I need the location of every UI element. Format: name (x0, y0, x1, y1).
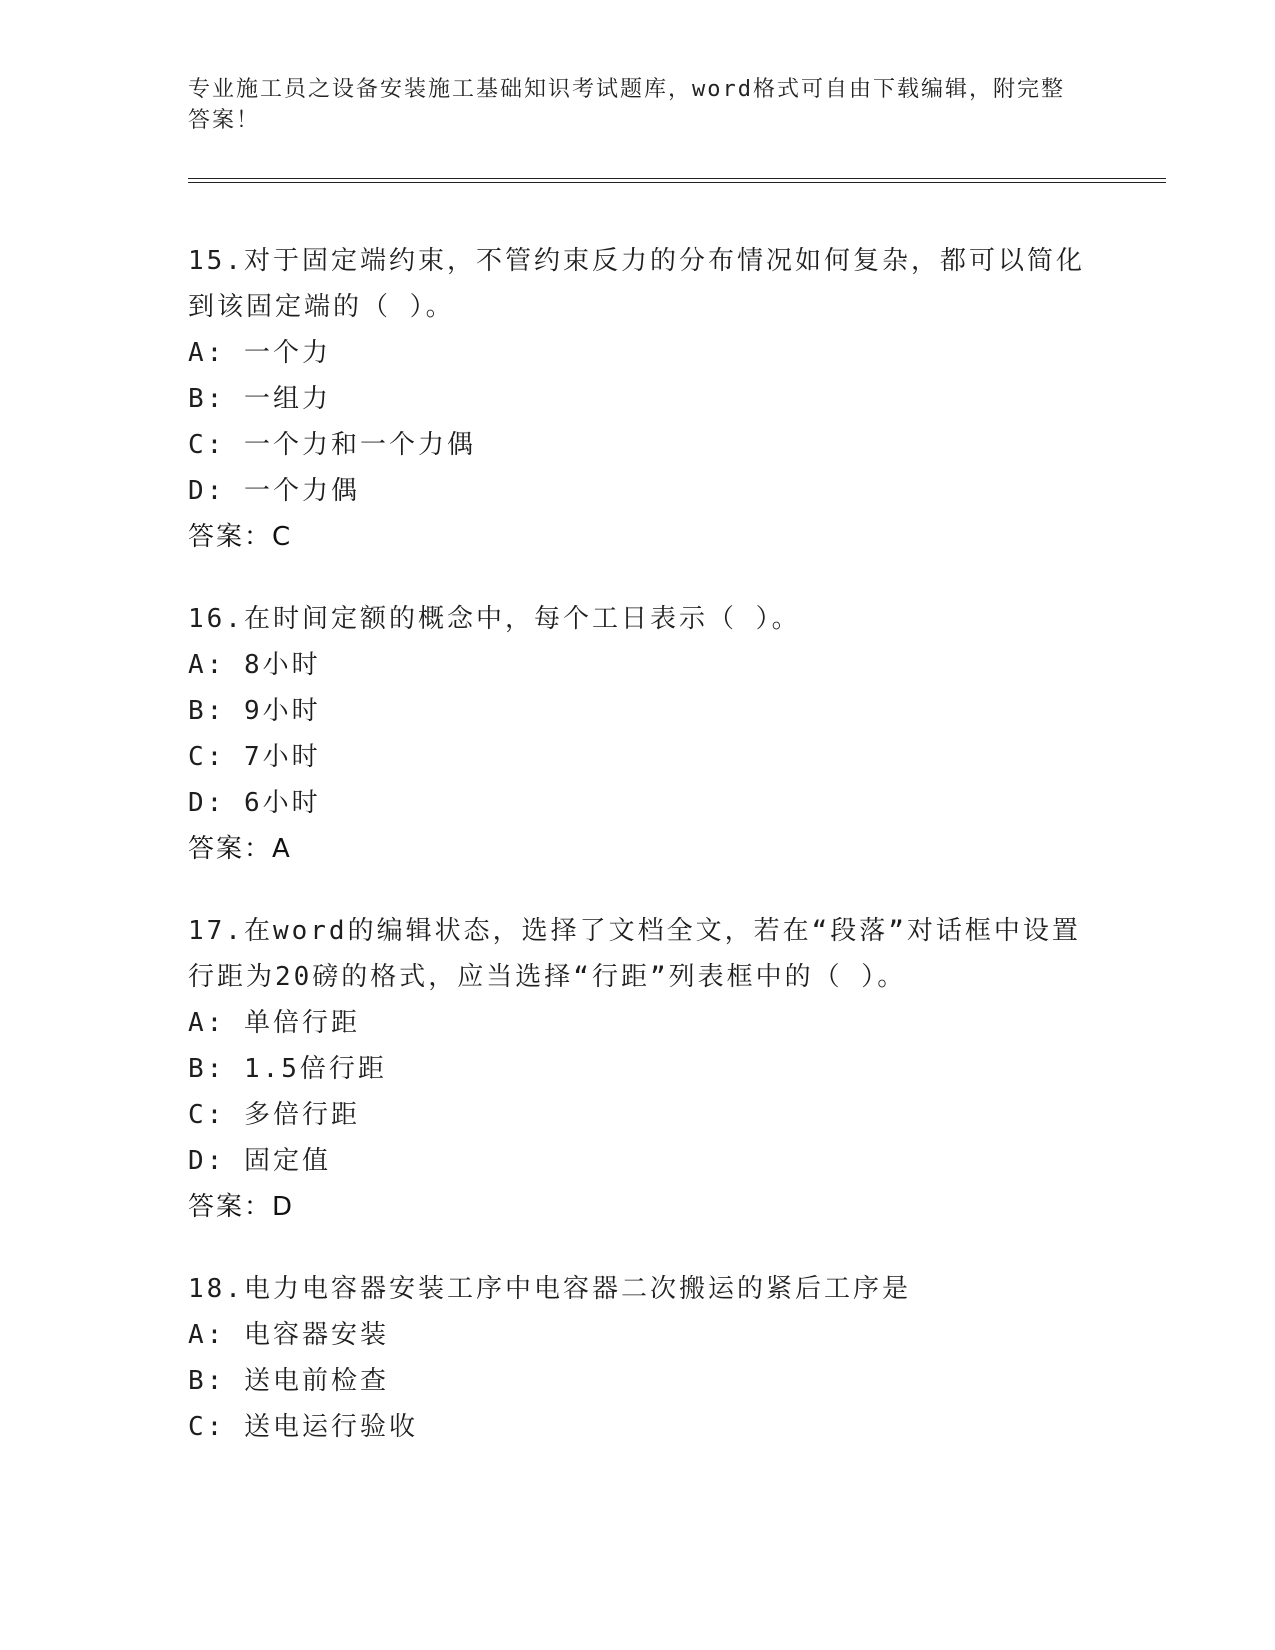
option-a: A: 单倍行距 (188, 1008, 360, 1038)
document-header-title: 专业施工员之设备安装施工基础知识考试题库，word格式可自由下载编辑，附完整答案！ (188, 77, 1065, 133)
option-a: A: 8小时 (188, 650, 321, 680)
option-b: B: 送电前检查 (188, 1366, 389, 1396)
option-c: C: 送电运行验收 (188, 1412, 418, 1442)
option-b: B: 9小时 (188, 696, 321, 726)
question-stem: 17.在word的编辑状态，选择了文档全文，若在“段落”对话框中设置行距为20磅的格式，应当选择“行距”列表框中的（ ）。 (188, 916, 1081, 992)
option-d: D: 固定值 (188, 1146, 331, 1176)
question-17 (188, 908, 1088, 1230)
option-c: C: 多倍行距 (188, 1100, 360, 1130)
question-15 (188, 238, 1088, 560)
option-b: B: 1.5倍行距 (188, 1054, 387, 1084)
option-a: A: 一个力 (188, 338, 331, 368)
option-d: D: 一个力偶 (188, 476, 360, 506)
answer-label: 答案：A (188, 834, 292, 864)
question-18 (188, 1266, 1088, 1450)
question-list (188, 238, 1088, 1486)
answer-label: 答案：D (188, 1192, 295, 1222)
header-double-rule (188, 178, 1166, 183)
question-16 (188, 596, 1088, 872)
question-stem: 18.电力电容器安装工序中电容器二次搬运的紧后工序是 (188, 1274, 911, 1304)
answer-label: 答案：C (188, 522, 293, 552)
option-a: A: 电容器安装 (188, 1320, 389, 1350)
option-c: C: 7小时 (188, 742, 321, 772)
option-d: D: 6小时 (188, 788, 321, 818)
question-stem: 15.对于固定端约束，不管约束反力的分布情况如何复杂，都可以简化到该固定端的（ ）。 (188, 246, 1085, 322)
option-c: C: 一个力和一个力偶 (188, 430, 476, 460)
question-stem: 16.在时间定额的概念中，每个工日表示（ ）。 (188, 604, 801, 634)
option-b: B: 一组力 (188, 384, 331, 414)
